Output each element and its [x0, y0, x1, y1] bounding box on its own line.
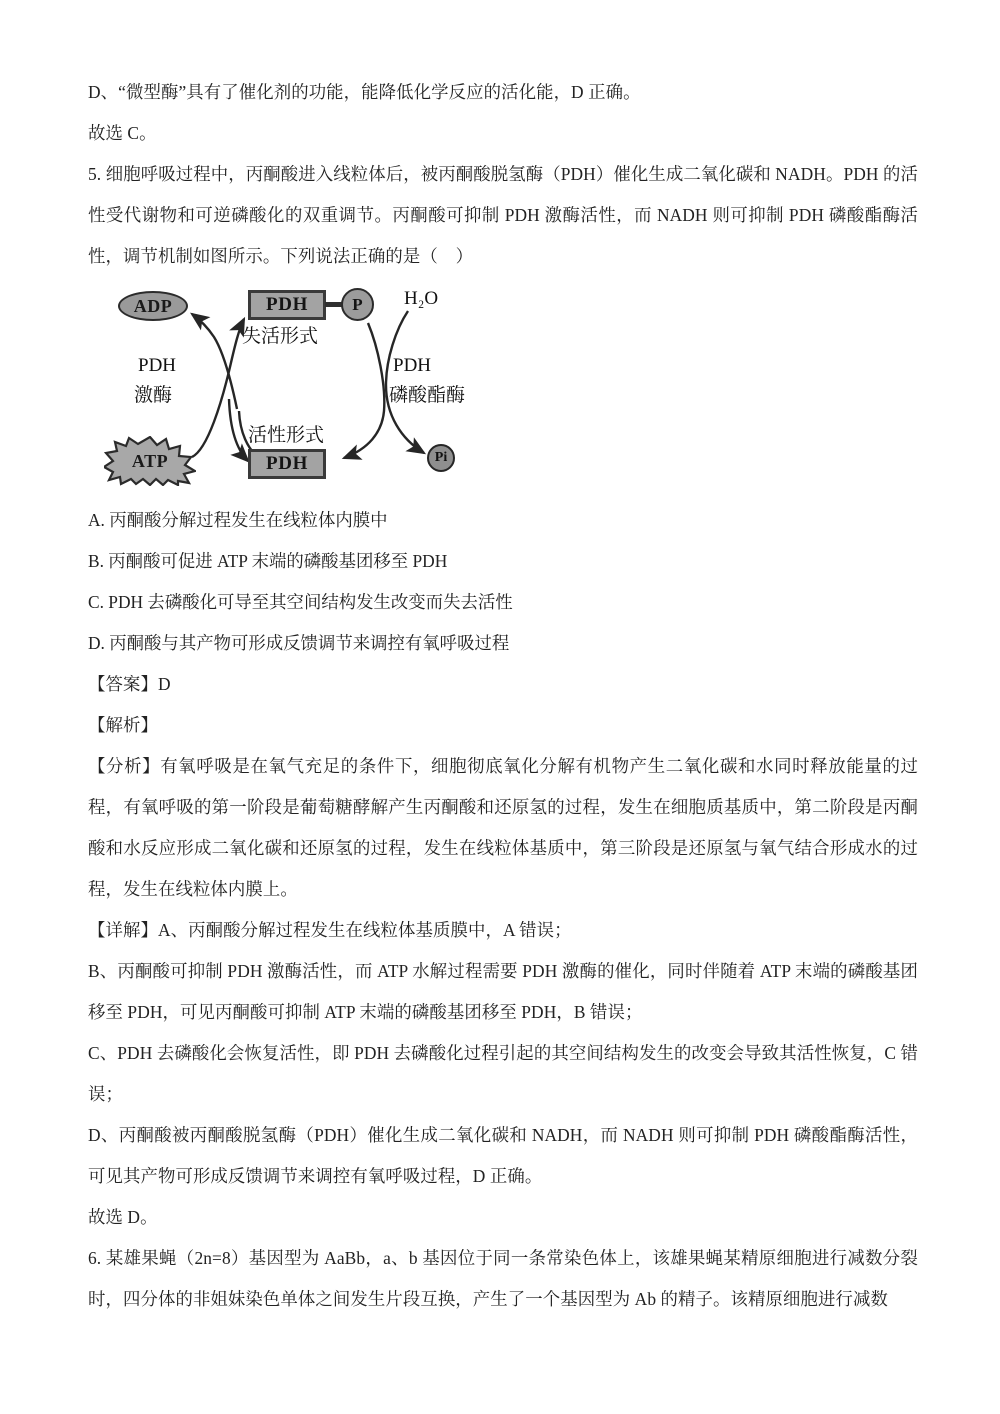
option-d: D. 丙酮酸与其产物可形成反馈调节来调控有氧呼吸过程: [88, 633, 510, 653]
pdh-active-box: PDH: [248, 449, 326, 479]
option-c: C. PDH 去磷酸化可导至其空间结构发生改变而失去活性: [88, 592, 513, 612]
water-label: H₂O: [404, 288, 439, 309]
adp-node: [118, 291, 188, 321]
kinase-label-line1: PDH: [138, 355, 177, 376]
phosphatase-label-line2: 磷酸酯酶: [389, 385, 466, 406]
detail-option-c: C、PDH 去磷酸化会恢复活性，即 PDH 去磷酸化过程引起的其空间结构发生的改变会导致其活性恢复，C 错误；: [88, 1043, 918, 1104]
inactive-form-label: 失活形式: [242, 326, 319, 347]
pdh-inactive-box: PDH: [248, 290, 326, 320]
pdh-regulation-diagram: [96, 281, 516, 494]
arrow-into-active-pdh: [229, 399, 248, 461]
pi-circle: Pi: [427, 444, 455, 472]
question-6-stem: 6. 某雄果蝇（2n=8）基因型为 AaBb，a、b 基因位于同一条常染色体上，该雄果蝇某精原细胞进行减数分裂时，四分体的非姐妹染色单体之间发生片段互换，产生了一个基因型为 Ab 的精子。该精原细胞进行减数: [88, 1248, 918, 1309]
analysis-paragraph: 【分析】有氧呼吸是在氧气充足的条件下，细胞彻底氧化分解有机物产生二氧化碳和水同时释放能量的过程，有氧呼吸的第一阶段是葡萄糖酵解产生丙酮酸和还原氢的过程，发生在细胞质基质中，第二阶段是丙酮酸和水反应形成二氧化碳和还原氢的过程，发生在线粒体基质中，第三阶段是还原氢与氧气结合形成水的过程，发生在线粒体内膜上。: [88, 756, 918, 899]
paragraph-prev-answer: 故选 C。: [88, 123, 157, 143]
phosphatase-label-line1: PDH: [393, 355, 432, 376]
question-5-stem: 5. 细胞呼吸过程中，丙酮酸进入线粒体后，被丙酮酸脱氢酶（PDH）催化生成二氧化碳和 NADH。PDH 的活性受代谢物和可逆磷酸化的双重调节。丙酮酸可抑制 PDH 激酶活性，而 NADH 则可抑制 PDH 磷酸酯酶活性，调节机制如图所示。下列说法正确的是（ ）: [88, 164, 918, 266]
option-a: A. 丙酮酸分解过程发生在线粒体内膜中: [88, 510, 388, 530]
option-b: B. 丙酮酸可促进 ATP 末端的磷酸基团移至 PDH: [88, 551, 448, 571]
phosphate-circle: P: [341, 288, 374, 321]
explanation-label: 【解析】: [88, 715, 158, 735]
detail-option-a: 【详解】A、丙酮酸分解过程发生在线粒体基质膜中，A 错误；: [88, 920, 572, 940]
active-form-label: 活性形式: [248, 425, 325, 446]
answer-line: 【答案】D: [88, 674, 171, 694]
paragraph-prev-option-d: D、“微型酶”具有了催化剂的功能，能降低化学反应的活化能，D 正确。: [88, 82, 641, 102]
adp-label: ADP: [133, 295, 173, 316]
atp-label: ATP: [131, 450, 169, 471]
detail-option-b: B、丙酮酸可抑制 PDH 激酶活性，而 ATP 水解过程需要 PDH 激酶的催化，同时伴随着 ATP 末端的磷酸基团移至 PDH，可见丙酮酸可抑制 ATP 末端的磷酸基团移至 PDH，B 错误；: [88, 961, 918, 1022]
kinase-label-line2: 激酶: [134, 385, 173, 406]
atp-node: [104, 436, 196, 486]
final-answer-line: 故选 D。: [88, 1207, 158, 1227]
detail-option-d: D、丙酮酸被丙酮酸脱氢酶（PDH）催化生成二氧化碳和 NADH，而 NADH 则可抑制 PDH 磷酸酯酶活性，可见其产物可形成反馈调节来调控有氧呼吸过程，D 正确。: [88, 1125, 918, 1186]
